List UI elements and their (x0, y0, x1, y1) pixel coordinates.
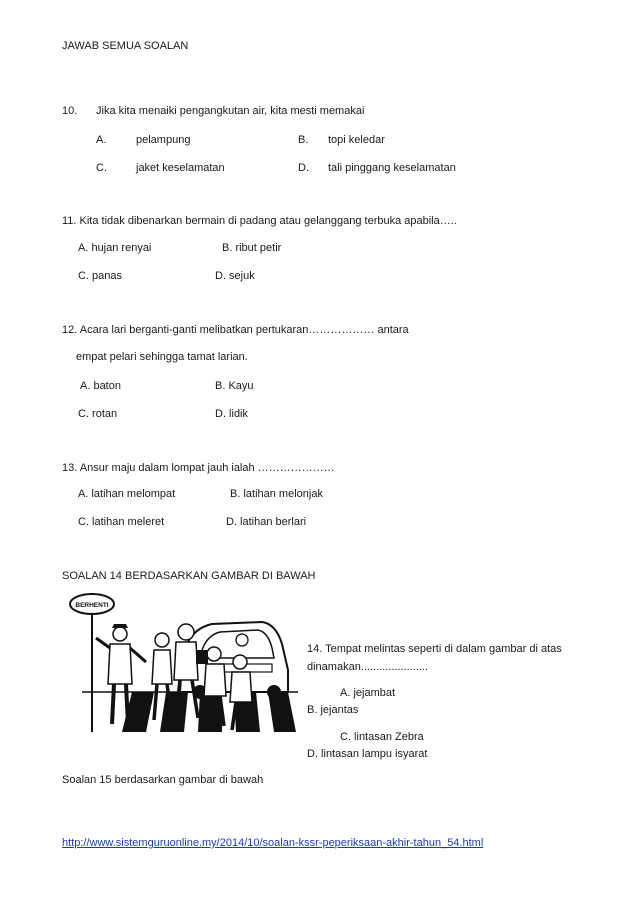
question-13-option-b: B. latihan melonjak (230, 488, 323, 500)
question-10-option-b-letter: B. (298, 134, 309, 146)
question-14-option-c: C. lintasan Zebra (340, 731, 424, 743)
question-14-option-a: A. jejambat (340, 687, 396, 699)
question-10-option-d-letter: D. (298, 162, 309, 174)
zebra-crossing-illustration (62, 592, 298, 738)
question-10-option-d: tali pinggang keselamatan (328, 162, 456, 174)
question-14-option-d: D. lintasan lampu isyarat (307, 748, 428, 760)
question-12-text-line2: empat pelari sehingga tamat larian. (76, 351, 248, 363)
question-10-number: 10. (62, 105, 78, 117)
question-10-text: Jika kita menaiki pengangkutan air, kita mesti memakai (96, 105, 365, 117)
question-12-text: 12. Acara lari berganti-ganti melibatkan pertukaran……………… antara (62, 324, 409, 336)
section-14-heading: SOALAN 14 BERDASARKAN GAMBAR DI BAWAH (62, 570, 316, 582)
zebra-crossing-drawing (62, 592, 298, 738)
question-13-option-c: C. latihan meleret (78, 516, 165, 528)
question-14-text-line2: dinamakan...................... (307, 661, 429, 673)
question-12-option-b: B. Kayu (215, 380, 254, 392)
question-14-option-b: B. jejantas (307, 704, 359, 716)
question-12-option-d: D. lidik (215, 408, 249, 420)
question-10-option-c: jaket keselamatan (136, 162, 225, 174)
question-11-option-a: A. hujan renyai (78, 242, 152, 254)
question-12-option-c: C. rotan (78, 408, 118, 420)
question-12-option-a: A. baton (80, 380, 121, 392)
question-13-option-a: A. latihan melompat (78, 488, 176, 500)
question-13-option-d: D. latihan berlari (226, 516, 307, 528)
question-10-option-a-letter: A. (96, 134, 107, 146)
question-10-option-a: pelampung (136, 134, 191, 146)
question-14-text-line1: 14. Tempat melintas seperti di dalam gambar di atas (307, 643, 562, 655)
question-11-option-b: B. ribut petir (222, 242, 282, 254)
stop-sign-text: BERHENTI (75, 602, 109, 609)
question-11-option-c: C. panas (78, 270, 123, 282)
question-10-option-c-letter: C. (96, 162, 107, 174)
page-title: JAWAB SEMUA SOALAN (62, 40, 189, 52)
question-11-option-d: D. sejuk (215, 270, 255, 282)
question-11-text: 11. Kita tidak dibenarkan bermain di padang atau gelanggang terbuka apabila….. (62, 215, 457, 227)
question-13-text: 13. Ansur maju dalam lompat jauh ialah ………………… (62, 462, 335, 474)
footer-url-link[interactable]: http://www.sistemguruonline.my/2014/10/soalan-kssr-peperiksaan-akhir-tahun_54.html (62, 837, 484, 849)
question-10-option-b: topi keledar (328, 134, 385, 146)
section-15-heading: Soalan 15 berdasarkan gambar di bawah (62, 774, 264, 786)
